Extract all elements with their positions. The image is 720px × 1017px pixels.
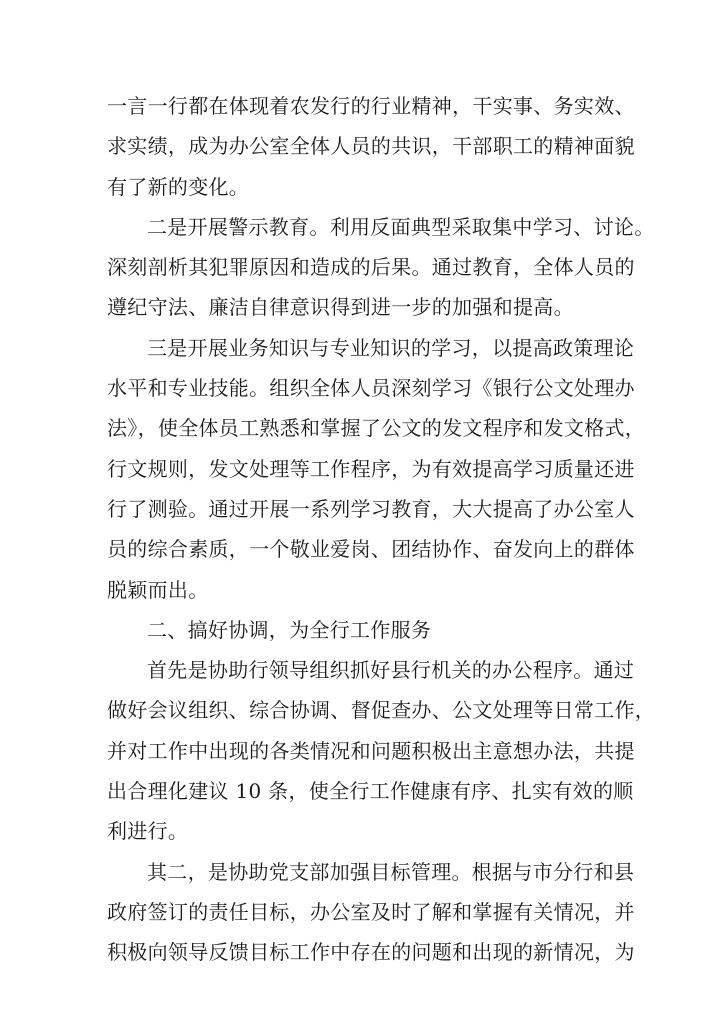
text-line: 遵纪守法、廉洁自律意识得到进一步的加强和提高。 bbox=[107, 295, 574, 320]
text-line: 水平和专业技能。组织全体人员深刻学习《银行公文处理办 bbox=[107, 376, 635, 401]
body-text bbox=[107, 86, 656, 973]
text-line: 员的综合素质，一个敬业爱岗、团结协作、奋发向上的群体 bbox=[107, 537, 635, 562]
text-line: 积极向领导反馈目标工作中存在的问题和出现的新情况，为 bbox=[107, 940, 635, 965]
section-heading: 二、搞好协调，为全行工作服务 bbox=[147, 617, 432, 642]
text-line: 脱颖而出。 bbox=[107, 577, 209, 602]
text-line: 二是开展警示教育。利用反面典型采取集中学习、讨论。 bbox=[147, 214, 655, 239]
text-line: 首先是协助行领导组织抓好县行机关的办公程序。通过 bbox=[147, 658, 635, 683]
text-line: 求实绩，成为办公室全体人员的共识，干部职工的精神面貌 bbox=[107, 134, 635, 159]
text-line: 三是开展业务知识与专业知识的学习，以提高政策理论 bbox=[147, 335, 635, 360]
text-line: 出合理化建议 10 条，使全行工作健康有序、扎实有效的顺 bbox=[107, 779, 634, 804]
text-line: 一言一行都在体现着农发行的行业精神，干实事、务实效、 bbox=[107, 94, 635, 118]
text-line: 利进行。 bbox=[107, 819, 189, 844]
text-line: 政府签订的责任目标，办公室及时了解和掌握有关情况，并 bbox=[107, 899, 635, 924]
text-line: 行了测验。通过开展一系列学习教育，大大提高了办公室人 bbox=[107, 496, 635, 521]
text-line: 其二，是协助党支部加强目标管理。根据与市分行和县 bbox=[147, 859, 635, 884]
text-line: 法》，使全体员工熟悉和掌握了公文的发文程序和发文格式， bbox=[107, 416, 646, 441]
text-line: 深刻剖析其犯罪原因和造成的后果。通过教育，全体人员的 bbox=[107, 255, 635, 280]
text-line: 做好会议组织、综合协调、督促查办、公文处理等日常工作， bbox=[107, 698, 656, 723]
text-line: 行文规则，发文处理等工作程序，为有效提高学习质量还进 bbox=[107, 456, 635, 481]
text-line: 有了新的变化。 bbox=[107, 174, 250, 199]
text-line: 并对工作中出现的各类情况和问题积极出主意想办法，共提 bbox=[107, 738, 635, 763]
